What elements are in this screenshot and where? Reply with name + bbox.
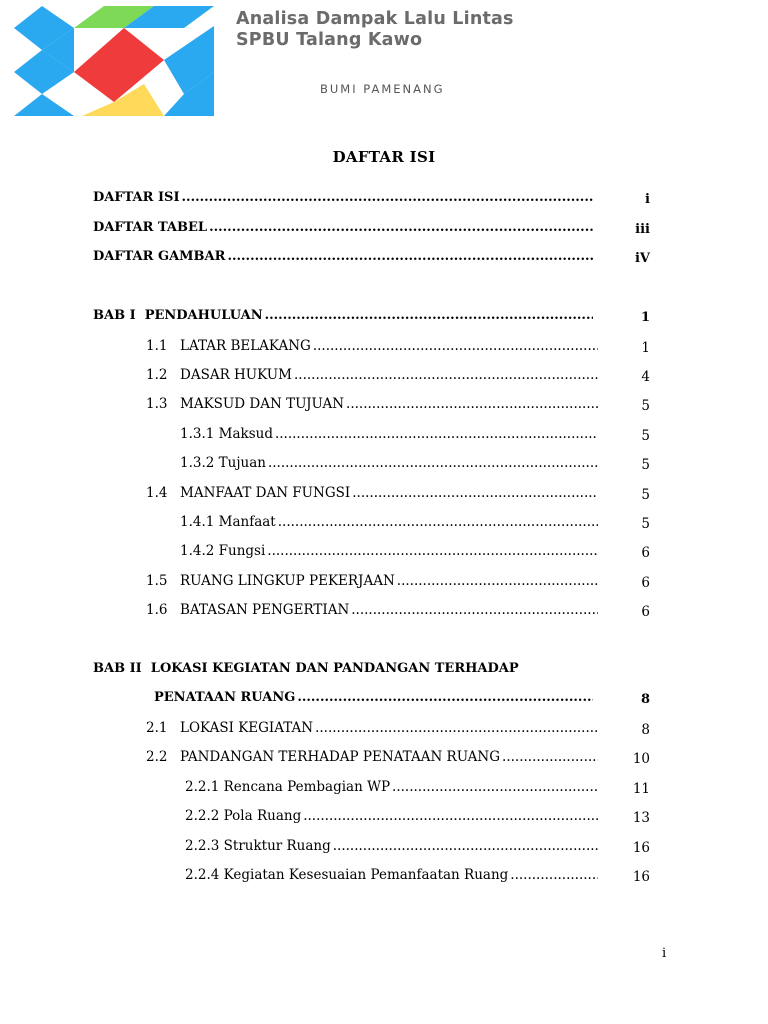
toc-entry[interactable]	[146, 338, 598, 358]
toc-entry-label: MAKSUD DAN TUJUAN	[180, 396, 345, 412]
toc-entry[interactable]	[146, 573, 598, 593]
toc-entry-label: PENATAAN RUANG	[154, 690, 296, 705]
toc-page-number: 8	[640, 692, 650, 707]
toc-entry-label: DAFTAR GAMBAR	[93, 249, 226, 264]
toc-page-number: 5	[641, 516, 650, 532]
toc-page-number: 5	[641, 487, 650, 503]
toc-entry-label: DAFTAR ISI	[93, 190, 180, 205]
toc-page-number: 5	[641, 428, 650, 444]
toc-chapter-bab-2-line2[interactable]	[154, 690, 593, 710]
toc-page-number: 5	[641, 398, 650, 414]
toc-subentry[interactable]	[185, 779, 598, 799]
toc-page-number: 1	[640, 310, 650, 325]
toc-page-number: 10	[632, 751, 650, 767]
toc-entry-number: 1.2	[146, 367, 168, 383]
toc-entry-label: 2.2.4 Kegiatan Kesesuaian Pemanfaatan Ruang	[185, 867, 509, 883]
toc-page-number: 6	[641, 604, 650, 620]
toc-entry-label: PANDANGAN TERHADAP PENATAAN RUANG	[180, 749, 501, 765]
toc-page-number: i	[645, 192, 650, 207]
toc-entry-daftar-tabel[interactable]	[93, 220, 593, 240]
toc-entry-label: 2.2.1 Rencana Pembagian WP	[185, 779, 391, 795]
toc-entry-number: 1.1	[146, 338, 168, 354]
toc-subentry[interactable]	[180, 543, 598, 563]
toc-subentry[interactable]	[185, 838, 598, 858]
toc-entry-number: 2.1	[146, 720, 168, 736]
toc-subentry[interactable]	[180, 514, 598, 534]
toc-entry-label: MANFAAT DAN FUNGSI	[180, 485, 351, 501]
toc-page-number: 8	[641, 722, 650, 738]
toc-entry-label: RUANG LINGKUP PEKERJAAN	[180, 573, 395, 589]
footer-page-number: i	[662, 946, 667, 961]
toc-subentry[interactable]	[185, 808, 598, 828]
toc-page-number: iii	[635, 222, 650, 237]
toc-entry-label: 2.2.2 Pola Ruang	[185, 808, 302, 824]
toc-subentry[interactable]	[185, 867, 598, 887]
toc-subentry[interactable]	[180, 455, 598, 475]
toc-entry[interactable]	[146, 720, 598, 740]
toc-entry-number: 1.5	[146, 573, 168, 589]
toc-entry[interactable]	[146, 749, 598, 769]
toc-page-number: 5	[641, 457, 650, 473]
toc-entry-label: LOKASI KEGIATAN	[180, 720, 314, 736]
toc-chapter-bab-2[interactable]	[93, 661, 613, 681]
toc-subentry[interactable]	[180, 426, 598, 446]
header-title-line2: SPBU Talang Kawo	[236, 30, 423, 50]
toc-page-number: 1	[641, 340, 650, 356]
toc-page-number: 16	[632, 840, 650, 856]
toc-page-number: 13	[632, 810, 650, 826]
toc-page-number: 6	[641, 545, 650, 561]
toc-entry-label: BAB I PENDAHULUAN	[93, 308, 263, 323]
toc-entry-label: 1.4.1 Manfaat	[180, 514, 276, 530]
toc-entry[interactable]	[146, 396, 598, 416]
toc-entry-number: 2.2	[146, 749, 168, 765]
header-subtitle: BUMI PAMENANG	[320, 82, 445, 96]
toc-entry-label: LATAR BELAKANG	[180, 338, 311, 354]
toc-entry[interactable]	[146, 485, 598, 505]
toc-entry-daftar-isi[interactable]	[93, 190, 593, 210]
toc-entry-number: 1.4	[146, 485, 168, 501]
toc-page-number: 16	[632, 869, 650, 885]
toc-entry-label: BATASAN PENGERTIAN	[180, 602, 350, 618]
toc-entry-label: 1.3.2 Tujuan	[180, 455, 266, 471]
toc-entry-label: DASAR HUKUM	[180, 367, 292, 383]
toc-chapter-bab-1[interactable]	[93, 308, 593, 328]
header-title-line1: Analisa Dampak Lalu Lintas	[236, 9, 514, 29]
page-title: DAFTAR ISI	[332, 148, 436, 166]
toc-entry-label: 1.3.1 Maksud	[180, 426, 273, 442]
toc-entry-label: BAB II LOKASI KEGIATAN DAN PANDANGAN TERHADAP	[93, 661, 519, 676]
toc-entry-number: 1.6	[146, 602, 168, 618]
toc-entry-label: DAFTAR TABEL	[93, 220, 208, 235]
toc-entry-label: 2.2.3 Struktur Ruang	[185, 838, 331, 854]
toc-entry[interactable]	[146, 367, 598, 387]
toc-entry-label: 1.4.2 Fungsi	[180, 543, 266, 559]
toc-page-number: 6	[641, 575, 650, 591]
toc-page-number: 4	[641, 369, 650, 385]
toc-page-number: iV	[634, 251, 650, 266]
toc-entry-daftar-gambar[interactable]	[93, 249, 593, 269]
toc-entry-number: 1.3	[146, 396, 168, 412]
toc-entry[interactable]	[146, 602, 598, 622]
toc-page-number: 11	[632, 781, 650, 797]
